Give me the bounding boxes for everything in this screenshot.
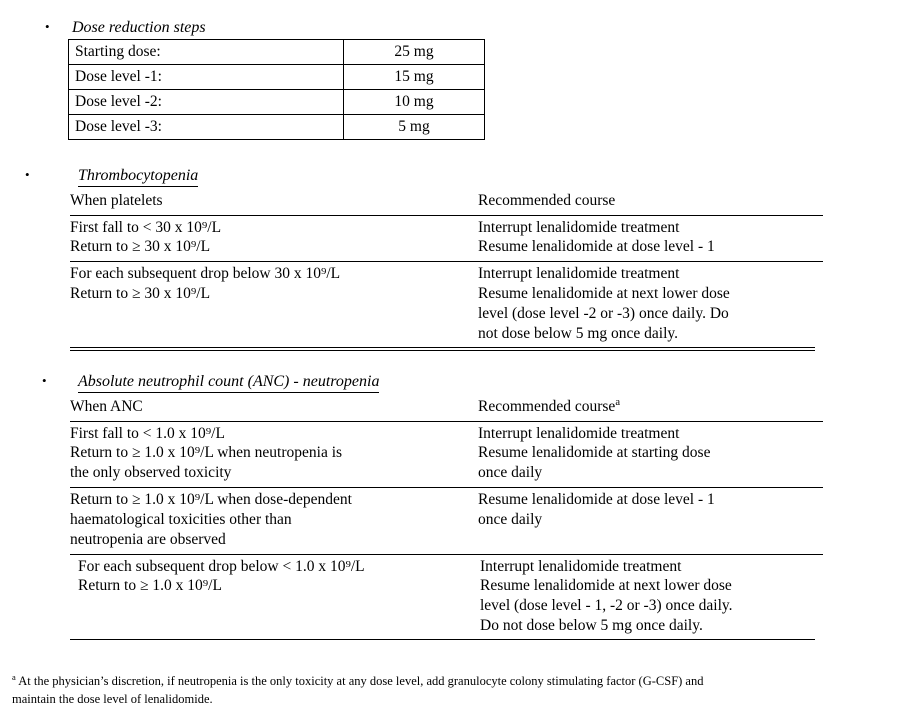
condition-line: First fall to < 30 x 10⁹/L	[70, 218, 222, 236]
action-cell	[478, 554, 823, 639]
bullet-heading-anc	[42, 374, 902, 393]
action-line: Interrupt lenalidomide treatment	[478, 265, 680, 283]
column-header-text: Recommended course	[478, 397, 616, 415]
footnote-marker-superscript: a	[615, 396, 620, 408]
dose-reduction-table	[68, 39, 485, 140]
column-header-recommended-course	[478, 394, 823, 421]
action-line: level (dose level -2 or -3) once daily. Do	[478, 304, 729, 322]
section-thrombocytopenia	[25, 168, 885, 351]
section-dose-reduction	[45, 20, 885, 140]
condition-line: the only observed toxicity	[70, 464, 232, 482]
footnote-line	[12, 672, 892, 690]
anc-table	[70, 394, 823, 639]
action-line: Interrupt lenalidomide treatment	[478, 424, 680, 442]
table-row	[69, 89, 485, 114]
condition-line: Return to ≥ 1.0 x 10⁹/L when neutropenia is	[70, 444, 343, 462]
action-cell	[478, 262, 823, 347]
bullet-heading-thrombocytopenia	[25, 168, 885, 187]
condition-line: Return to ≥ 30 x 10⁹/L	[70, 285, 211, 303]
column-header-when-platelets: When platelets	[70, 188, 478, 215]
bullet-marker-icon: •	[25, 167, 30, 182]
table-row	[69, 39, 485, 64]
dose-label-cell: Dose level -1:	[69, 64, 344, 89]
action-line: Do not dose below 5 mg once daily.	[480, 617, 703, 635]
condition-line: First fall to < 1.0 x 10⁹/L	[70, 424, 225, 442]
condition-cell	[70, 488, 478, 554]
condition-line: For each subsequent drop below < 1.0 x 10⁹/L	[78, 557, 365, 575]
condition-line: Return to ≥ 1.0 x 10⁹/L	[78, 577, 222, 595]
table-header-row	[70, 394, 823, 421]
footnote-marker-superscript: a	[12, 671, 16, 682]
table-row	[70, 215, 823, 262]
action-line: not dose below 5 mg once daily.	[478, 324, 679, 342]
dose-label-cell: Starting dose:	[69, 39, 344, 64]
condition-line: Return to ≥ 1.0 x 10⁹/L when dose-dependent	[70, 491, 352, 509]
action-cell	[478, 488, 823, 554]
table-bottom-double-rule	[70, 347, 815, 351]
condition-cell	[70, 554, 478, 639]
action-line: Interrupt lenalidomide treatment	[480, 557, 682, 575]
action-line: Resume lenalidomide at dose level - 1	[478, 491, 715, 509]
anc-table-holder	[70, 394, 902, 640]
table-row	[70, 488, 823, 554]
action-line: Interrupt lenalidomide treatment	[478, 218, 680, 236]
table-row	[70, 262, 823, 347]
section-title-dose-reduction: Dose reduction steps	[72, 19, 206, 36]
bullet-marker-icon: •	[42, 373, 47, 388]
action-line: Resume lenalidomide at dose level - 1	[478, 238, 715, 256]
table-row	[70, 554, 823, 639]
dose-value-cell: 5 mg	[344, 114, 485, 139]
action-line: Resume lenalidomide at next lower dose	[480, 577, 732, 595]
footnote	[12, 672, 892, 708]
table-row	[70, 421, 823, 487]
section-title-anc: Absolute neutrophil count (ANC) - neutropenia	[78, 374, 379, 393]
dose-value-cell: 25 mg	[344, 39, 485, 64]
thrombocytopenia-table-holder	[70, 188, 885, 351]
action-cell	[478, 215, 823, 262]
column-header-recommended-course: Recommended course	[478, 188, 823, 215]
condition-cell	[70, 215, 478, 262]
dose-value-cell: 15 mg	[344, 64, 485, 89]
bullet-marker-icon: •	[45, 19, 50, 34]
action-line: Resume lenalidomide at next lower dose	[478, 285, 730, 303]
action-line: once daily	[478, 464, 543, 482]
action-line: level (dose level - 1, -2 or -3) once daily.	[480, 597, 733, 615]
table-row	[69, 64, 485, 89]
footnote-line: maintain the dose level of lenalidomide.	[12, 692, 213, 707]
action-line: Resume lenalidomide at starting dose	[478, 444, 711, 462]
dose-label-cell: Dose level -2:	[69, 89, 344, 114]
action-cell	[478, 421, 823, 487]
condition-line: haematological toxicities other than	[70, 510, 292, 528]
condition-cell	[70, 421, 478, 487]
condition-cell	[70, 262, 478, 347]
table-row	[69, 114, 485, 139]
condition-line: Return to ≥ 30 x 10⁹/L	[70, 238, 211, 256]
table-header-row	[70, 188, 823, 215]
condition-line: For each subsequent drop below 30 x 10⁹/L	[70, 265, 341, 283]
section-anc-neutropenia	[42, 374, 902, 640]
bullet-heading-dose-reduction	[45, 20, 885, 37]
dose-label-cell: Dose level -3:	[69, 114, 344, 139]
dose-value-cell: 10 mg	[344, 89, 485, 114]
action-line: once daily	[478, 510, 543, 528]
condition-line: neutropenia are observed	[70, 530, 226, 548]
footnote-text: At the physician’s discretion, if neutropenia is the only toxicity at any dose level, add granulocyte colony stimulating factor (G-CSF) and	[18, 674, 704, 688]
section-title-thrombocytopenia: Thrombocytopenia	[78, 168, 198, 187]
thrombocytopenia-table	[70, 188, 823, 347]
table-bottom-rule	[70, 639, 815, 640]
column-header-when-anc: When ANC	[70, 394, 478, 421]
